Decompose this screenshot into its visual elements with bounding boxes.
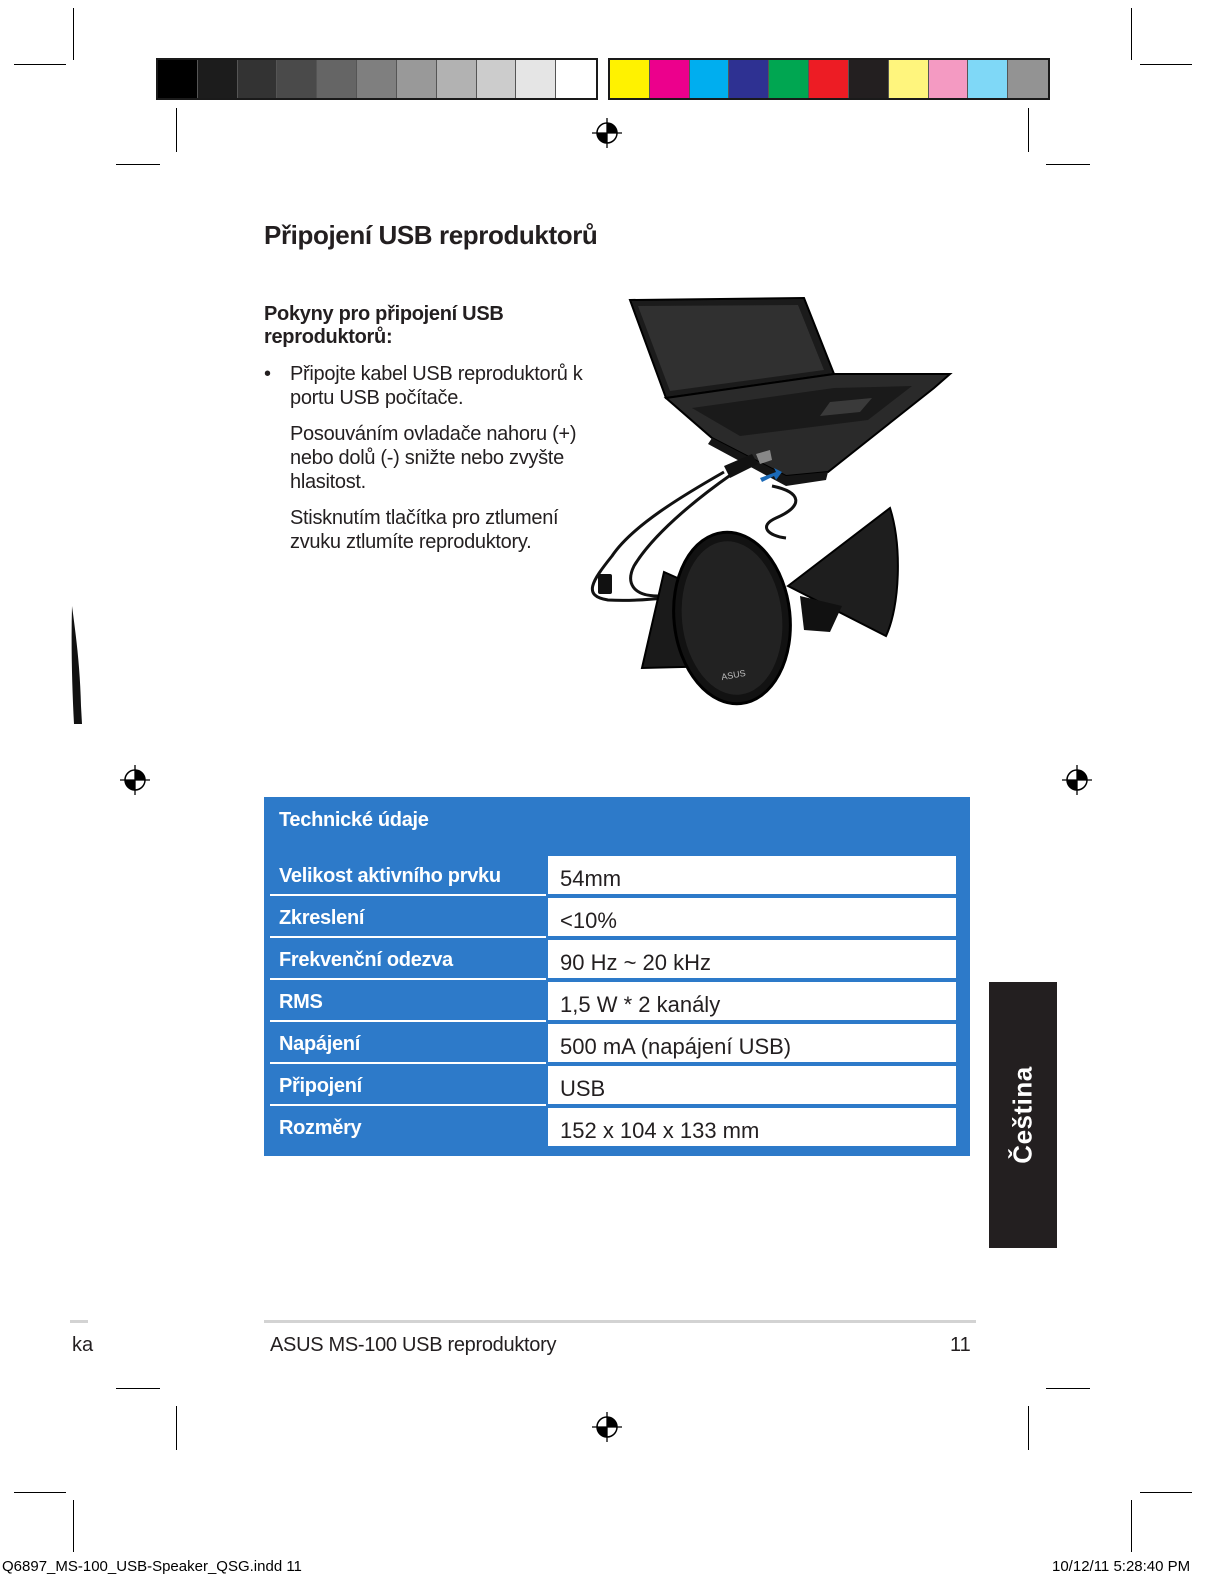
color-swatch bbox=[357, 60, 397, 98]
crop-mark bbox=[1131, 8, 1132, 60]
registration-mark-icon bbox=[118, 763, 152, 797]
spec-label: Zkreslení bbox=[270, 898, 546, 938]
previous-page-footer-fragment: ka bbox=[72, 1334, 94, 1356]
spec-row bbox=[270, 940, 962, 982]
laptop-speakers-illustration bbox=[572, 296, 964, 716]
slug-filename: Q6897_MS-100_USB-Speaker_QSG.indd 11 bbox=[2, 1558, 302, 1575]
crop-mark bbox=[1028, 108, 1029, 152]
spec-label: Frekvenční odezva bbox=[270, 940, 546, 980]
crop-mark bbox=[1028, 1406, 1029, 1450]
color-swatch bbox=[809, 60, 849, 98]
spec-table bbox=[264, 797, 970, 1156]
language-tab bbox=[989, 982, 1057, 1248]
crop-mark bbox=[1140, 1492, 1192, 1493]
color-swatch bbox=[968, 60, 1008, 98]
color-swatch bbox=[158, 60, 198, 98]
color-swatch bbox=[929, 60, 969, 98]
crop-mark bbox=[116, 164, 160, 165]
instruction-item: Připojte kabel USB reproduktorů k portu USB počítače. bbox=[290, 363, 583, 409]
spec-value: USB bbox=[546, 1066, 956, 1106]
crop-mark bbox=[1140, 64, 1192, 65]
spec-row bbox=[270, 1024, 962, 1066]
crop-mark bbox=[116, 1388, 160, 1389]
language-tab-label: Čeština bbox=[1007, 1066, 1038, 1164]
spec-value: 54mm bbox=[546, 856, 956, 896]
spec-value: 1,5 W * 2 kanály bbox=[546, 982, 956, 1022]
spec-label: Velikost aktivního prvku bbox=[270, 856, 546, 896]
color-swatch bbox=[556, 60, 596, 98]
color-swatch bbox=[238, 60, 278, 98]
spec-row bbox=[270, 1108, 962, 1150]
crop-mark bbox=[1131, 1500, 1132, 1552]
crop-mark bbox=[1046, 1388, 1090, 1389]
crop-mark bbox=[14, 64, 66, 65]
instruction-item: Posouváním ovladače nahoru (+) nebo dolů (-) snižte nebo zvyšte hlasitost. bbox=[290, 423, 577, 493]
spec-row bbox=[270, 898, 962, 940]
grayscale-color-bar bbox=[156, 58, 598, 100]
instructions-list bbox=[264, 362, 584, 566]
spec-label: RMS bbox=[270, 982, 546, 1022]
color-swatch bbox=[650, 60, 690, 98]
speaker-logo: ASUS bbox=[720, 667, 747, 683]
footer-rule bbox=[264, 1320, 976, 1323]
color-swatch bbox=[690, 60, 730, 98]
spec-value: 500 mA (napájení USB) bbox=[546, 1024, 956, 1064]
crop-mark bbox=[1046, 164, 1090, 165]
color-swatch bbox=[198, 60, 238, 98]
spec-row bbox=[270, 856, 962, 898]
spec-label: Rozměry bbox=[279, 1117, 362, 1139]
color-swatch bbox=[729, 60, 769, 98]
color-swatch bbox=[889, 60, 929, 98]
spec-value: <10% bbox=[546, 898, 956, 938]
color-swatch bbox=[849, 60, 889, 98]
color-swatch bbox=[516, 60, 556, 98]
color-swatch bbox=[769, 60, 809, 98]
crop-mark bbox=[176, 1406, 177, 1450]
crop-mark bbox=[14, 1492, 66, 1493]
process-color-bar bbox=[608, 58, 1050, 100]
page-title: Připojení USB reproduktorů bbox=[264, 220, 598, 250]
bullet-marker: • bbox=[264, 363, 271, 385]
registration-mark-icon bbox=[590, 1410, 624, 1444]
color-swatch bbox=[397, 60, 437, 98]
registration-mark-icon bbox=[1060, 763, 1094, 797]
spec-label: Napájení bbox=[270, 1024, 546, 1064]
slug-datetime: 10/12/11 5:28:40 PM bbox=[1052, 1558, 1191, 1575]
spec-value: 152 x 104 x 133 mm bbox=[546, 1108, 956, 1148]
spec-label: Připojení bbox=[270, 1066, 546, 1106]
color-swatch bbox=[277, 60, 317, 98]
crop-mark bbox=[73, 1500, 74, 1552]
registration-mark-icon bbox=[590, 116, 624, 150]
spec-value: 90 Hz ~ 20 kHz bbox=[546, 940, 956, 980]
instruction-item: Stisknutím tlačítka pro ztlumení zvuku ztlumíte reproduktory. bbox=[290, 507, 559, 553]
instructions-heading: Pokyny pro připojení USB reproduktorů: bbox=[264, 303, 504, 348]
color-swatch bbox=[317, 60, 357, 98]
page-edge-shape bbox=[70, 606, 84, 726]
color-swatch bbox=[1008, 60, 1048, 98]
color-swatch bbox=[437, 60, 477, 98]
crop-mark bbox=[73, 8, 74, 60]
spec-row bbox=[270, 982, 962, 1024]
spec-table-heading: Technické údaje bbox=[279, 809, 429, 831]
footer-product-name: ASUS MS-100 USB reproduktory bbox=[270, 1334, 557, 1356]
color-swatch bbox=[477, 60, 517, 98]
color-swatch bbox=[610, 60, 650, 98]
page-number: 11 bbox=[950, 1334, 971, 1356]
spec-row bbox=[270, 1066, 962, 1108]
crop-mark bbox=[176, 108, 177, 152]
footer-rule-left bbox=[70, 1320, 88, 1323]
